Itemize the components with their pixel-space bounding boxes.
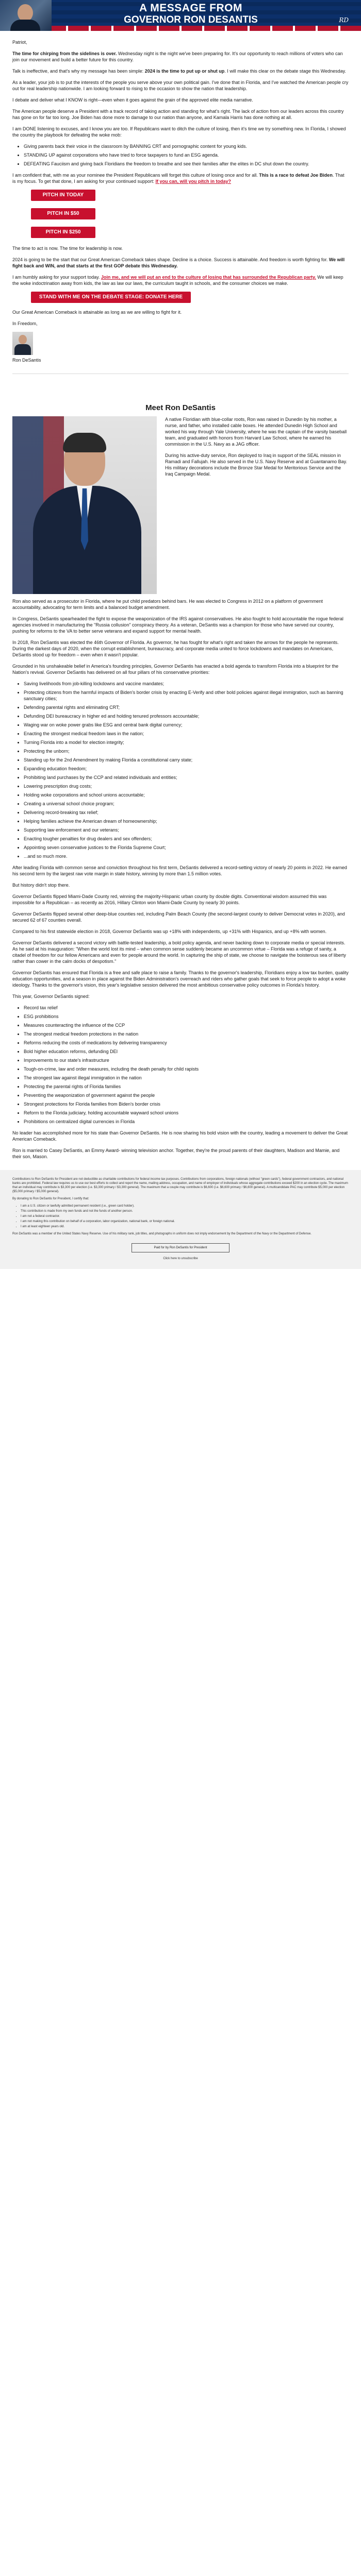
certify-heading: By donating to Ron DeSantis for President, I certify that: xyxy=(12,1197,89,1200)
paid-for-box: Paid for by Ron DeSantis for President xyxy=(132,1243,229,1252)
paragraph: Talk is ineffective, and that's why my message has been simple: 2024 is the time to put up or shut up. I will make this clear on the debate stage this Wednesday. xyxy=(12,69,346,74)
paragraph: Ron is married to Casey DeSantis, an Emmy Award- winning television anchor. Together, they're the proud parents of their daughters, Madison and Mamie, and their son, Mason. xyxy=(12,1148,340,1159)
record-list xyxy=(24,681,349,859)
flag-stripes xyxy=(0,26,361,31)
list-item: • Defunding DEI bureaucracy in higher ed and holding tenured professors accountable; xyxy=(24,713,349,719)
greeting: Patriot, xyxy=(12,40,27,45)
governor-photo xyxy=(0,0,52,31)
list-item: • Holding woke corporations and school unions accountable; xyxy=(24,792,349,798)
list-item: • Prohibitions on centralized digital currencies in Florida xyxy=(24,1118,349,1125)
paragraph: As a leader, your job is to put the interests of the people you serve above your own political gain. I've done that in Florida, and I've watched the American people cry out for real leadership nationwide. I am looking forward to rising to the occasion to show the nation that leadership. xyxy=(12,80,349,91)
playbook-list xyxy=(24,143,349,167)
list-item: • The strongest law against illegal immigration in the nation xyxy=(24,1075,349,1081)
author-photo xyxy=(12,332,33,355)
paragraph: A native Floridian with blue-collar roots, Ron was raised in Dunedin by his mother, a nurse, and father, who installed cable boxes. He attended Dunedin High School and worked his way through Yale University, where he was the captain of the varsity baseball team, and graduated with honors from Harvard Law School, where he earned his commission in the U.S. Navy as a JAG officer. xyxy=(165,417,347,447)
list-item: • Record tax relief xyxy=(24,1005,349,1011)
list-item: • I am not a federal contractor. xyxy=(21,1214,349,1218)
list-item: • The strongest medical freedom protections in the nation xyxy=(24,1031,349,1037)
paragraph: The time to act is now. The time for leadership is now. xyxy=(12,246,123,251)
paragraph: The American people deserve a President with a track record of taking action and standing for what's right. The lack of action from our leaders across this country has gone on for far too long. Joe Biden has done more to damage to our nation than anyone, and Kamala Harris has done nothing at all. xyxy=(12,109,344,120)
paragraph: In Congress, DeSantis spearheaded the fight to expose the weaponization of the IRS against conservatives. He also fought to hold accountable the rogue federal agencies involved in manufacturing the "Russia collusion" conspiracy theory. As a veteran, DeSantis was a champion for those who have served our country, pushing for reforms to the VA to better serve veterans and expand support for mental health. xyxy=(12,616,343,634)
navy-disclaimer: Ron DeSantis was a member of the United States Navy Reserve. Use of his military rank, job titles, and photographs in uniform does not imply endorsement by the Department of the Navy or the Department of Defense. xyxy=(12,1232,311,1235)
list-item: • Appointing seven conservative justices to the Florida Supreme Court; xyxy=(24,844,349,851)
banner-title xyxy=(72,2,309,26)
closing: In Freedom, xyxy=(12,321,38,326)
list-item: • Enacting tougher penalties for drug dealers and sex offenders; xyxy=(24,836,349,842)
paragraph: 2024 is going to be the start that our Great American Comeback takes shape. Decline is a choice. Success is attainable. And freedom is worth fighting for. We will fight back and WIN, and that starts at the first GOP debate this Wednesday. xyxy=(12,257,345,268)
disclaimer-text: Contributions to Ron DeSantis for President are not deductible as charitable contributions for federal income tax purposes. Contributions from corporations, foreign nationals (without "green cards"), federal government contractors, and national banks are prohibited. Federal law requires us to use our best efforts to collect and report the name, mailing address, occupation, and name of employer of individuals whose aggregate contributions exceed $200 in an election cycle. The maximum that an individual may contribute is $3,300 per election (i.e. $3,300 primary / $3,300 general). The maximum that a couple may contribute is $6,600 (i.e. $6,600 primary / $6,600 general). A multicandidate PAC may contribute $5,000 per election ($5,000 primary / $5,000 general). xyxy=(12,1178,348,1193)
list-item: • Waging war on woke power grabs like ESG and central bank digital currency; xyxy=(24,722,349,728)
paragraph: I am confident that, with me as your nominee the President Republicans will forget this culture of losing once and for all. This is a race to defeat Joe Biden. That is my focus. To get that done, I am asking for your continued support: If you can, will you pitch in today? xyxy=(12,173,344,184)
signature-name: Ron DeSantis xyxy=(12,358,41,363)
list-item: • Strongest protections for Florida families from Biden's border crisis xyxy=(24,1101,349,1107)
list-item: • Prohibiting land purchases by the CCP and related individuals and entities; xyxy=(24,774,349,781)
pitch-in-today-button[interactable]: PITCH IN TODAY xyxy=(31,190,95,201)
list-item: • Bold higher education reforms, defunding DEI xyxy=(24,1048,349,1055)
bio-section xyxy=(12,416,349,594)
paragraph: Governor DeSantis delivered a second victory with battle-tested leadership, a bold policy agenda, and never backing down to corporate media or special interests. As he said at his inauguration: "When the world lost its mind – when common sense suddenly became an uncommon virtue – Florida was a refuge of sanity, a citadel of freedom for our fellow Americans and even for people around the world. In capturing the ship of state, we choose to navigate the boisterous sea of liberty rather than cower in the calm docks of despotism." xyxy=(12,940,346,964)
paragraph: Governor DeSantis flipped several other deep-blue counties red, including Palm Beach County (the second-largest county to deliver Democrat votes in 2020), and secured 62 of 67 counties overall. xyxy=(12,911,345,923)
paragraph: The time for chirping from the sidelines is over. Wednesday night is the night we've been preparing for. It's our opportunity to reach millions of voters who can join our movement and build a better future for this country. xyxy=(12,51,343,62)
paragraph: Governor DeSantis flipped Miami-Dade County red, winning the majority-Hispanic urban county by double digits. Conventional wisdom assumed this was impossible for a Republican – as recently as 2016, Hillary Clinton won Miami-Dade County by nearly 30 points. xyxy=(12,894,327,905)
pitch-in-50-button[interactable]: PITCH IN $50 xyxy=(31,208,95,219)
paragraph: This year, Governor DeSantis signed: xyxy=(12,994,90,999)
list-item: • Turning Florida into a model for election integrity; xyxy=(24,739,349,745)
certification-list xyxy=(21,1204,349,1229)
legal-footer xyxy=(0,1170,361,1269)
list-item: • Lowering prescription drug costs; xyxy=(24,783,349,789)
paragraph: During his active-duty service, Ron deployed to Iraq in support of the SEAL mission in Ramadi and Fallujah. He also served in the U.S. Navy Reserve and at Guantanamo Bay. His military decorations include the Bronze Star Medal for Meritorious Service and the Iraq Campaign Medal. xyxy=(165,453,348,477)
list-item: • Enacting the strongest medical freedom laws in the nation; xyxy=(24,731,349,737)
list-item: • Preventing the weaponization of government against the people xyxy=(24,1092,349,1098)
list-item: • Giving parents back their voice in the classroom by BANNING CRT and pornographic content for young kids. xyxy=(24,143,349,149)
paragraph: I am DONE listening to excuses, and I know you are too. If Republicans want to ditch the culture of losing, then it's time we try something new. In Florida, I showed the country the playbook for defeating the woke mob: xyxy=(12,126,346,138)
paragraph: Compared to his first statewide election in 2018, Governor DeSantis was up +18% with independents, up +31% with Hispanics, and up +8% with women. xyxy=(12,929,327,934)
join-me-link[interactable]: Join me, and we will put an end to the culture of losing that has surrounded the Republican party. xyxy=(101,275,316,280)
list-item: • Creating a universal school choice program; xyxy=(24,801,349,807)
list-item: • Saving livelihoods from job-killing lockdowns and vaccine mandates; xyxy=(24,681,349,687)
donate-buttons xyxy=(31,190,349,238)
list-item: • I am not making this contribution on behalf of a corporation, labor organization, national bank, or foreign national. xyxy=(21,1219,349,1224)
list-item: • Protecting the unborn; xyxy=(24,748,349,754)
banner-line-1: A MESSAGE FROM xyxy=(139,2,242,14)
list-item: • I am a U.S. citizen or lawfully admitted permanent resident (i.e., green card holder). xyxy=(21,1204,349,1208)
paragraph: I am humbly asking for your support today. Join me, and we will put an end to the culture of losing that has surrounded the Republican party. We will keep the woke indoctrination away from kids, the law as law our laws, the curriculum taught in schools, and the consumer choices we make. xyxy=(12,275,343,286)
email-body xyxy=(0,0,361,1269)
list-item: • Standing up for the 2nd Amendment by making Florida a constitutional carry state; xyxy=(24,757,349,763)
paragraph: Ron also served as a prosecutor in Florida, where he put child predators behind bars. He was elected to Congress in 2012 on a platform of government accountability, advocating for term limits and a balanced budget amendment. xyxy=(12,599,323,610)
paragraph: Governor DeSantis has ensured that Florida is a free and safe place to raise a family. Thanks to the governor's leadership, Floridians enjoy a low tax burden, quality education opportunities, and a season in place against the Biden Administration's overreach and riders who gather goals that seek to force people to adopt a woke ideology. Thanks to the governor's vision, this year's legislative session delivered the most ambitious conservative policy outcomes in Florida's history. xyxy=(12,970,349,988)
header-banner xyxy=(0,0,361,31)
paragraph: Grounded in his unshakeable belief in America's founding principles, Governor DeSantis has enacted a bold agenda to transform Florida into a blueprint for the Nation's revival. Governor DeSantis has delivered on all four pillars of his conservative priorities: xyxy=(12,664,339,675)
list-item: • Delivering record-breaking tax relief; xyxy=(24,809,349,816)
list-item: • Improvements to our state's infrastructure xyxy=(24,1057,349,1063)
list-item: • Measures counteracting the influence of the CCP xyxy=(24,1022,349,1028)
bio-heading: Meet Ron DeSantis xyxy=(145,403,216,412)
bio-portrait xyxy=(12,416,157,594)
paragraph: No leader has accomplished more for his state than Governor DeSantis. He is now sharing his bold vision with the country, leading a movement to deliver the Great American Comeback. xyxy=(12,1130,348,1142)
signature-logo: RD xyxy=(339,16,349,24)
debate-donate-button[interactable]: STAND WITH ME ON THE DEBATE STAGE: DONATE HERE xyxy=(31,292,191,303)
list-item: • This contribution is made from my own funds and not the funds of another person. xyxy=(21,1209,349,1213)
list-item: • Reform to the Florida judiciary, holding accountable wayward school unions xyxy=(24,1110,349,1116)
paragraph: After leading Florida with common sense and conviction throughout his first term, DeSantis delivered a record-setting victory of nearly 20 points in 2022. He earned his second term by the largest raw vote margin in state history, winning by more than 1.5 million votes. xyxy=(12,865,347,876)
paragraph: But history didn't stop there. xyxy=(12,883,70,888)
list-item: • ...and so much more. xyxy=(24,853,349,859)
list-item: • Reforms reducing the costs of medications by delivering transparency xyxy=(24,1040,349,1046)
signed-list xyxy=(24,1005,349,1125)
list-item: • Protecting citizens from the harmful impacts of Biden's border crisis by enacting E-Verify and other bold policies against illegal immigration, such as banning sanctuary cities; xyxy=(24,689,349,702)
list-item: • ESG prohibitions xyxy=(24,1013,349,1020)
paragraph: Our Great American Comeback is attainable as long as we are willing to fight for it. xyxy=(12,310,182,315)
list-item: • Defending parental rights and eliminating CRT; xyxy=(24,704,349,710)
pitch-in-link[interactable]: If you can, will you pitch in today? xyxy=(155,179,231,184)
paragraph: In 2018, Ron DeSantis was elected the 46th Governor of Florida. As governor, he has fought for what's right and taken the arrows for the people he represents. During the darkest days of 2020, when the corrupt establishment, bureaucracy, and corporate media united to force lockdowns and mandates on Americans, DeSantis stood up for freedom – even when it wasn't popular. xyxy=(12,640,339,657)
list-item: • Expanding education freedom; xyxy=(24,766,349,772)
paragraph: I debate and deliver what I KNOW is right—even when it goes against the grain of the approved elite media narrative. xyxy=(12,97,253,103)
list-item: • Protecting the parental rights of Florida families xyxy=(24,1083,349,1090)
list-item: • I am at least eighteen years old. xyxy=(21,1225,349,1229)
unsubscribe-link[interactable]: Click here to unsubscribe xyxy=(163,1257,198,1260)
list-item: • Helping families achieve the American dream of homeownership; xyxy=(24,818,349,824)
message-content xyxy=(0,31,361,1160)
pitch-in-250-button[interactable]: PITCH IN $250 xyxy=(31,227,95,238)
list-item: • Tough-on-crime, law and order measures, including the death penalty for child rapists xyxy=(24,1066,349,1072)
banner-line-2: GOVERNOR RON DESANTIS xyxy=(124,14,258,25)
list-item: • DEFEATING Fauciism and giving back Floridians the freedom to breathe and see their families after the elites in DC shut down the country. xyxy=(24,161,349,167)
list-item: • Supporting law enforcement and our veterans; xyxy=(24,827,349,833)
list-item: • STANDING UP against corporations who have tried to force taxpayers to fund an ESG agenda. xyxy=(24,152,349,158)
